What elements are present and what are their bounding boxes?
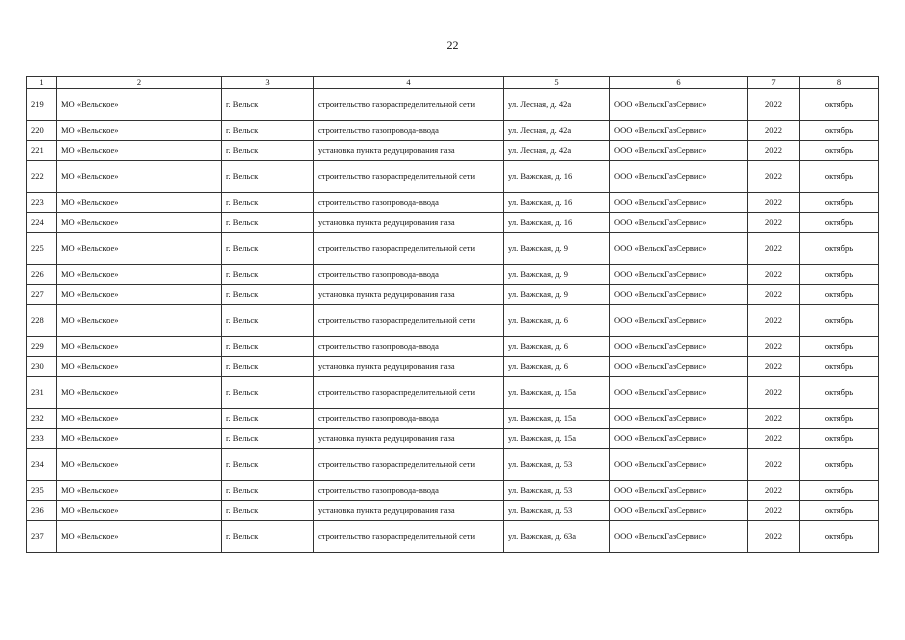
page-number: 22 (446, 38, 459, 52)
row-number: 221 (27, 141, 57, 161)
table-row (27, 233, 879, 265)
municipality-cell: МО «Вельское» (57, 305, 222, 337)
city-cell: г. Вельск (222, 409, 314, 429)
work-type-cell: строительство газораспределительной сети (314, 449, 504, 481)
organization-cell: ООО «ВельскГазСервис» (610, 121, 748, 141)
column-number: 6 (610, 77, 748, 89)
month-cell: октябрь (800, 521, 879, 553)
address-cell: ул. Важская, д. 6 (504, 357, 610, 377)
column-number: 4 (314, 77, 504, 89)
column-number: 1 (27, 77, 57, 89)
row-number: 223 (27, 193, 57, 213)
table-row (27, 193, 879, 213)
municipality-cell: МО «Вельское» (57, 501, 222, 521)
row-number: 229 (27, 337, 57, 357)
row-number: 225 (27, 233, 57, 265)
year-cell: 2022 (748, 89, 800, 121)
address-cell: ул. Важская, д. 15а (504, 377, 610, 409)
city-cell: г. Вельск (222, 481, 314, 501)
city-cell: г. Вельск (222, 521, 314, 553)
municipality-cell: МО «Вельское» (57, 193, 222, 213)
organization-cell: ООО «ВельскГазСервис» (610, 501, 748, 521)
municipality-cell: МО «Вельское» (57, 357, 222, 377)
row-number: 233 (27, 429, 57, 449)
organization-cell: ООО «ВельскГазСервис» (610, 89, 748, 121)
work-type-cell: установка пункта редуцирования газа (314, 357, 504, 377)
municipality-cell: МО «Вельское» (57, 265, 222, 285)
address-cell: ул. Важская, д. 16 (504, 161, 610, 193)
municipality-cell: МО «Вельское» (57, 449, 222, 481)
row-number: 228 (27, 305, 57, 337)
city-cell: г. Вельск (222, 449, 314, 481)
month-cell: октябрь (800, 357, 879, 377)
organization-cell: ООО «ВельскГазСервис» (610, 521, 748, 553)
row-number: 230 (27, 357, 57, 377)
row-number: 227 (27, 285, 57, 305)
year-cell: 2022 (748, 429, 800, 449)
city-cell: г. Вельск (222, 357, 314, 377)
column-number: 8 (800, 77, 879, 89)
organization-cell: ООО «ВельскГазСервис» (610, 141, 748, 161)
month-cell: октябрь (800, 213, 879, 233)
address-cell: ул. Лесная, д. 42а (504, 141, 610, 161)
year-cell: 2022 (748, 305, 800, 337)
address-cell: ул. Важская, д. 9 (504, 285, 610, 305)
table-row (27, 121, 879, 141)
city-cell: г. Вельск (222, 89, 314, 121)
table-body (27, 77, 879, 553)
table-row (27, 305, 879, 337)
work-type-cell: строительство газопровода-ввода (314, 121, 504, 141)
month-cell: октябрь (800, 141, 879, 161)
municipality-cell: МО «Вельское» (57, 141, 222, 161)
organization-cell: ООО «ВельскГазСервис» (610, 337, 748, 357)
city-cell: г. Вельск (222, 161, 314, 193)
city-cell: г. Вельск (222, 501, 314, 521)
municipality-cell: МО «Вельское» (57, 337, 222, 357)
table-row (27, 357, 879, 377)
month-cell: октябрь (800, 377, 879, 409)
organization-cell: ООО «ВельскГазСервис» (610, 429, 748, 449)
year-cell: 2022 (748, 409, 800, 429)
month-cell: октябрь (800, 337, 879, 357)
city-cell: г. Вельск (222, 305, 314, 337)
city-cell: г. Вельск (222, 377, 314, 409)
year-cell: 2022 (748, 193, 800, 213)
month-cell: октябрь (800, 193, 879, 213)
organization-cell: ООО «ВельскГазСервис» (610, 233, 748, 265)
row-number: 226 (27, 265, 57, 285)
address-cell: ул. Важская, д. 53 (504, 449, 610, 481)
work-type-cell: установка пункта редуцирования газа (314, 141, 504, 161)
municipality-cell: МО «Вельское» (57, 121, 222, 141)
city-cell: г. Вельск (222, 121, 314, 141)
address-cell: ул. Важская, д. 16 (504, 193, 610, 213)
year-cell: 2022 (748, 377, 800, 409)
address-cell: ул. Важская, д. 63а (504, 521, 610, 553)
organization-cell: ООО «ВельскГазСервис» (610, 285, 748, 305)
organization-cell: ООО «ВельскГазСервис» (610, 213, 748, 233)
address-cell: ул. Важская, д. 9 (504, 265, 610, 285)
table-row (27, 377, 879, 409)
work-type-cell: установка пункта редуцирования газа (314, 285, 504, 305)
month-cell: октябрь (800, 161, 879, 193)
city-cell: г. Вельск (222, 193, 314, 213)
table-row (27, 285, 879, 305)
year-cell: 2022 (748, 285, 800, 305)
address-cell: ул. Важская, д. 15а (504, 429, 610, 449)
work-type-cell: установка пункта редуцирования газа (314, 501, 504, 521)
address-cell: ул. Лесная, д. 42а (504, 89, 610, 121)
municipality-cell: МО «Вельское» (57, 233, 222, 265)
column-number: 2 (57, 77, 222, 89)
row-number: 234 (27, 449, 57, 481)
row-number: 231 (27, 377, 57, 409)
month-cell: октябрь (800, 265, 879, 285)
organization-cell: ООО «ВельскГазСервис» (610, 481, 748, 501)
municipality-cell: МО «Вельское» (57, 161, 222, 193)
municipality-cell: МО «Вельское» (57, 89, 222, 121)
city-cell: г. Вельск (222, 141, 314, 161)
work-type-cell: строительство газораспределительной сети (314, 161, 504, 193)
column-number-row (27, 77, 879, 89)
city-cell: г. Вельск (222, 265, 314, 285)
city-cell: г. Вельск (222, 213, 314, 233)
row-number: 235 (27, 481, 57, 501)
month-cell: октябрь (800, 233, 879, 265)
address-cell: ул. Лесная, д. 42а (504, 121, 610, 141)
organization-cell: ООО «ВельскГазСервис» (610, 305, 748, 337)
work-type-cell: строительство газопровода-ввода (314, 409, 504, 429)
column-number: 7 (748, 77, 800, 89)
work-type-cell: установка пункта редуцирования газа (314, 429, 504, 449)
table-row (27, 89, 879, 121)
month-cell: октябрь (800, 121, 879, 141)
address-cell: ул. Важская, д. 6 (504, 337, 610, 357)
year-cell: 2022 (748, 337, 800, 357)
month-cell: октябрь (800, 285, 879, 305)
year-cell: 2022 (748, 161, 800, 193)
month-cell: октябрь (800, 501, 879, 521)
organization-cell: ООО «ВельскГазСервис» (610, 265, 748, 285)
table-row (27, 213, 879, 233)
city-cell: г. Вельск (222, 233, 314, 265)
municipality-cell: МО «Вельское» (57, 521, 222, 553)
organization-cell: ООО «ВельскГазСервис» (610, 161, 748, 193)
municipality-cell: МО «Вельское» (57, 213, 222, 233)
organization-cell: ООО «ВельскГазСервис» (610, 449, 748, 481)
organization-cell: ООО «ВельскГазСервис» (610, 377, 748, 409)
work-type-cell: установка пункта редуцирования газа (314, 213, 504, 233)
work-type-cell: строительство газораспределительной сети (314, 305, 504, 337)
year-cell: 2022 (748, 501, 800, 521)
year-cell: 2022 (748, 141, 800, 161)
address-cell: ул. Важская, д. 6 (504, 305, 610, 337)
table-row (27, 501, 879, 521)
year-cell: 2022 (748, 233, 800, 265)
table-row (27, 409, 879, 429)
municipality-cell: МО «Вельское» (57, 429, 222, 449)
work-type-cell: строительство газопровода-ввода (314, 481, 504, 501)
work-type-cell: строительство газораспределительной сети (314, 233, 504, 265)
work-type-cell: строительство газораспределительной сети (314, 89, 504, 121)
municipality-cell: МО «Вельское» (57, 377, 222, 409)
month-cell: октябрь (800, 429, 879, 449)
row-number: 236 (27, 501, 57, 521)
year-cell: 2022 (748, 449, 800, 481)
month-cell: октябрь (800, 305, 879, 337)
month-cell: октябрь (800, 449, 879, 481)
city-cell: г. Вельск (222, 337, 314, 357)
column-number: 5 (504, 77, 610, 89)
table-row (27, 429, 879, 449)
year-cell: 2022 (748, 521, 800, 553)
year-cell: 2022 (748, 481, 800, 501)
year-cell: 2022 (748, 213, 800, 233)
municipality-cell: МО «Вельское» (57, 481, 222, 501)
address-cell: ул. Важская, д. 53 (504, 501, 610, 521)
row-number: 237 (27, 521, 57, 553)
work-type-cell: строительство газопровода-ввода (314, 265, 504, 285)
organization-cell: ООО «ВельскГазСервис» (610, 193, 748, 213)
address-cell: ул. Важская, д. 15а (504, 409, 610, 429)
row-number: 232 (27, 409, 57, 429)
row-number: 220 (27, 121, 57, 141)
year-cell: 2022 (748, 121, 800, 141)
organization-cell: ООО «ВельскГазСервис» (610, 409, 748, 429)
work-type-cell: строительство газораспределительной сети (314, 521, 504, 553)
address-cell: ул. Важская, д. 53 (504, 481, 610, 501)
year-cell: 2022 (748, 265, 800, 285)
row-number: 222 (27, 161, 57, 193)
row-number: 219 (27, 89, 57, 121)
column-number: 3 (222, 77, 314, 89)
month-cell: октябрь (800, 89, 879, 121)
month-cell: октябрь (800, 481, 879, 501)
municipality-cell: МО «Вельское» (57, 285, 222, 305)
table-row (27, 521, 879, 553)
city-cell: г. Вельск (222, 429, 314, 449)
month-cell: октябрь (800, 409, 879, 429)
table-row (27, 449, 879, 481)
row-number: 224 (27, 213, 57, 233)
municipality-cell: МО «Вельское» (57, 409, 222, 429)
table-row (27, 337, 879, 357)
address-cell: ул. Важская, д. 16 (504, 213, 610, 233)
work-type-cell: строительство газораспределительной сети (314, 377, 504, 409)
city-cell: г. Вельск (222, 285, 314, 305)
table-row (27, 141, 879, 161)
address-cell: ул. Важская, д. 9 (504, 233, 610, 265)
table-row (27, 265, 879, 285)
table-row (27, 481, 879, 501)
table-row (27, 161, 879, 193)
register-table (26, 76, 879, 553)
work-type-cell: строительство газопровода-ввода (314, 337, 504, 357)
year-cell: 2022 (748, 357, 800, 377)
work-type-cell: строительство газопровода-ввода (314, 193, 504, 213)
organization-cell: ООО «ВельскГазСервис» (610, 357, 748, 377)
